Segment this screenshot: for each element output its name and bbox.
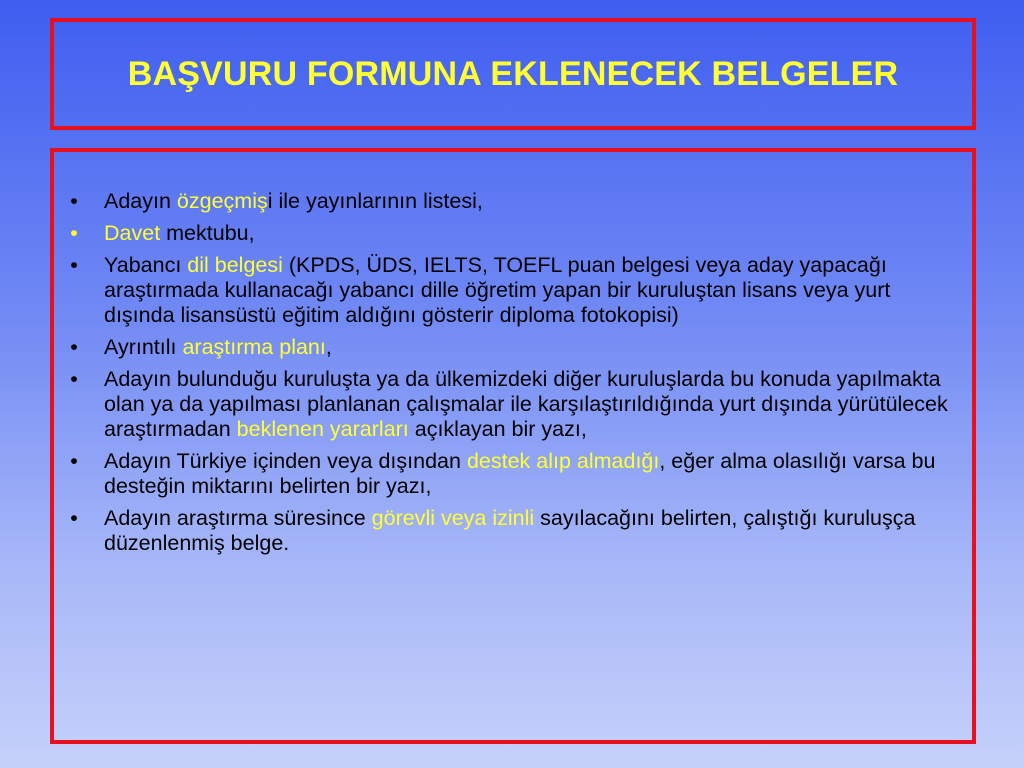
list-item-ozgecmis [64, 189, 964, 214]
item-text: Yabancı [104, 253, 188, 277]
content-frame [50, 148, 976, 744]
item-text: i ile yayınlarının listesi, [267, 189, 483, 213]
bullet-dot-icon: • [70, 449, 78, 473]
item-text: Adayın [104, 189, 177, 213]
item-text: , eğer alma olasılığı varsa bu desteğin miktarını belirten bir yazı, [104, 449, 936, 498]
item-text: Ayrıntılı [104, 335, 183, 359]
item-highlight: Davet [104, 221, 161, 245]
list-item-beklenen-yararlar [64, 367, 964, 442]
bullet-dot-icon: • [70, 253, 78, 277]
item-highlight: beklenen yararları [236, 417, 409, 441]
bullet-dot-icon: • [70, 189, 78, 213]
bullet-dot-icon: • [70, 335, 78, 359]
list-item-arastirma-plani [64, 335, 964, 360]
item-highlight: araştırma planı [182, 335, 326, 359]
document-list [64, 189, 964, 563]
list-item-destek [64, 449, 964, 499]
item-highlight: özgeçmiş [176, 189, 268, 213]
item-text: Adayın bulunduğu kuruluşta ya da ülkemizdeki diğer kuruluşlarda bu konuda yapılmakta olan ya da yapılması planlanan çalışmalar ile karşılaştırıldığında yurt dışında yürütülecek araştırmadan [104, 367, 948, 441]
item-highlight: dil belgesi [187, 253, 283, 277]
bullet-dot-icon: • [70, 506, 78, 530]
list-item-gorevli-izinli [64, 506, 964, 556]
item-text: (KPDS, ÜDS, IELTS, TOEFL puan belgesi veya aday yapacağı araştırmada kullanacağı yabancı dille öğretim yapan bir kuruluştan lisans veya yurt dışında lisansüstü eğitim aldığını gösterir diploma fotokopisi) [104, 253, 891, 327]
list-item-dil-belgesi [64, 253, 964, 328]
item-highlight: destek alıp almadığı [466, 449, 660, 473]
title-frame [50, 18, 976, 130]
bullet-dot-icon: • [70, 221, 78, 245]
item-text: açıklayan bir yazı, [408, 417, 587, 441]
item-text: Adayın Türkiye içinden veya dışından [104, 449, 467, 473]
item-text: Adayın araştırma süresince [104, 506, 372, 530]
bullet-dot-icon: • [70, 367, 78, 391]
item-highlight: görevli veya izinli [371, 506, 535, 530]
item-text: , [325, 335, 332, 359]
list-item-davet [64, 221, 964, 246]
item-text: mektubu, [160, 221, 255, 245]
slide-title: BAŞVURU FORMUNA EKLENECEK BELGELER [127, 54, 899, 93]
item-text: sayılacağını belirten, çalıştığı kuruluşça düzenlenmiş belge. [104, 506, 916, 555]
